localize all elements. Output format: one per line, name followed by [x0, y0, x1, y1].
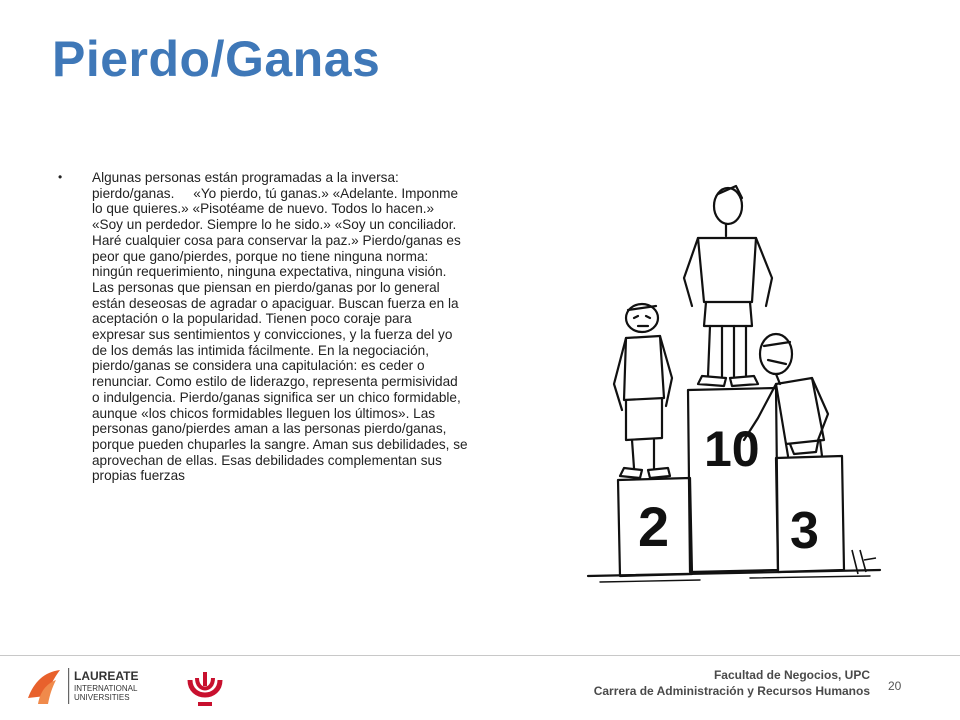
bullet-item: [58, 170, 468, 484]
podium-cartoon-image: [580, 178, 888, 590]
bullet-text: Algunas personas están programadas a la inversa: pierdo/ganas. «Yo pierdo, tú ganas.» «Adelante. Imponme lo que quieres.» «Pisotéame de nuevo. Todos lo hacen.» «Soy un perdedor. Siempre lo he sido.» «Soy un conciliador. Haré cualquier cosa para conservar la paz.» Pierdo/ganas es peor que gano/pierdes, porque no tiene ninguna norma: ningún requerimiento, ninguna expectativa, ninguna visión. Las personas que piensan en pierdo/ganas por lo general están deseosas de agradar o apaciguar. Buscan fuerza en la aceptación o la popularidad. Tienen poco coraje para expresar sus sentimientos y convicciones, y la fuerza del yo de los demás las intimida fácilmente. En la negociación, pierdo/ganas se considera una capitulación: es ceder o renunciar. Como estilo de liderazgo, representa permisividad o indulgencia. Pierdo/ganas significa ser un chico formidable, aunque «los chicos formidables lleguen los últimos». Las personas gano/pierdes aman a las personas pierdo/ganas, porque pueden chuparles la sangre. Aman sus debilidades, se aprovechan de ellas. Esas debilidades complementan sus propias fuerzas: [92, 170, 468, 484]
podium-first-block: [688, 388, 778, 572]
footer-faculty: Facultad de Negocios, UPC: [713, 668, 870, 682]
podium-label-third: 3: [790, 502, 819, 560]
slide-body: [58, 170, 468, 484]
footer-divider: [0, 655, 960, 656]
svg-text:LAUREATE: LAUREATE: [74, 669, 139, 683]
svg-text:INTERNATIONAL: INTERNATIONAL: [74, 684, 138, 693]
upc-logo: [184, 668, 226, 710]
page-number: 20: [888, 679, 902, 693]
footer-caption: [594, 667, 870, 699]
bullet-marker: •: [58, 170, 63, 184]
footer-program: Carrera de Administración y Recursos Humanos: [593, 684, 870, 698]
podium-cartoon: [580, 178, 888, 590]
laureate-logo: [26, 664, 166, 708]
svg-text:UNIVERSITIES: UNIVERSITIES: [74, 693, 130, 702]
slide-title: Pierdo/Ganas: [52, 31, 381, 87]
podium-label-first: 10: [704, 421, 760, 477]
podium-label-second: 2: [638, 495, 670, 558]
